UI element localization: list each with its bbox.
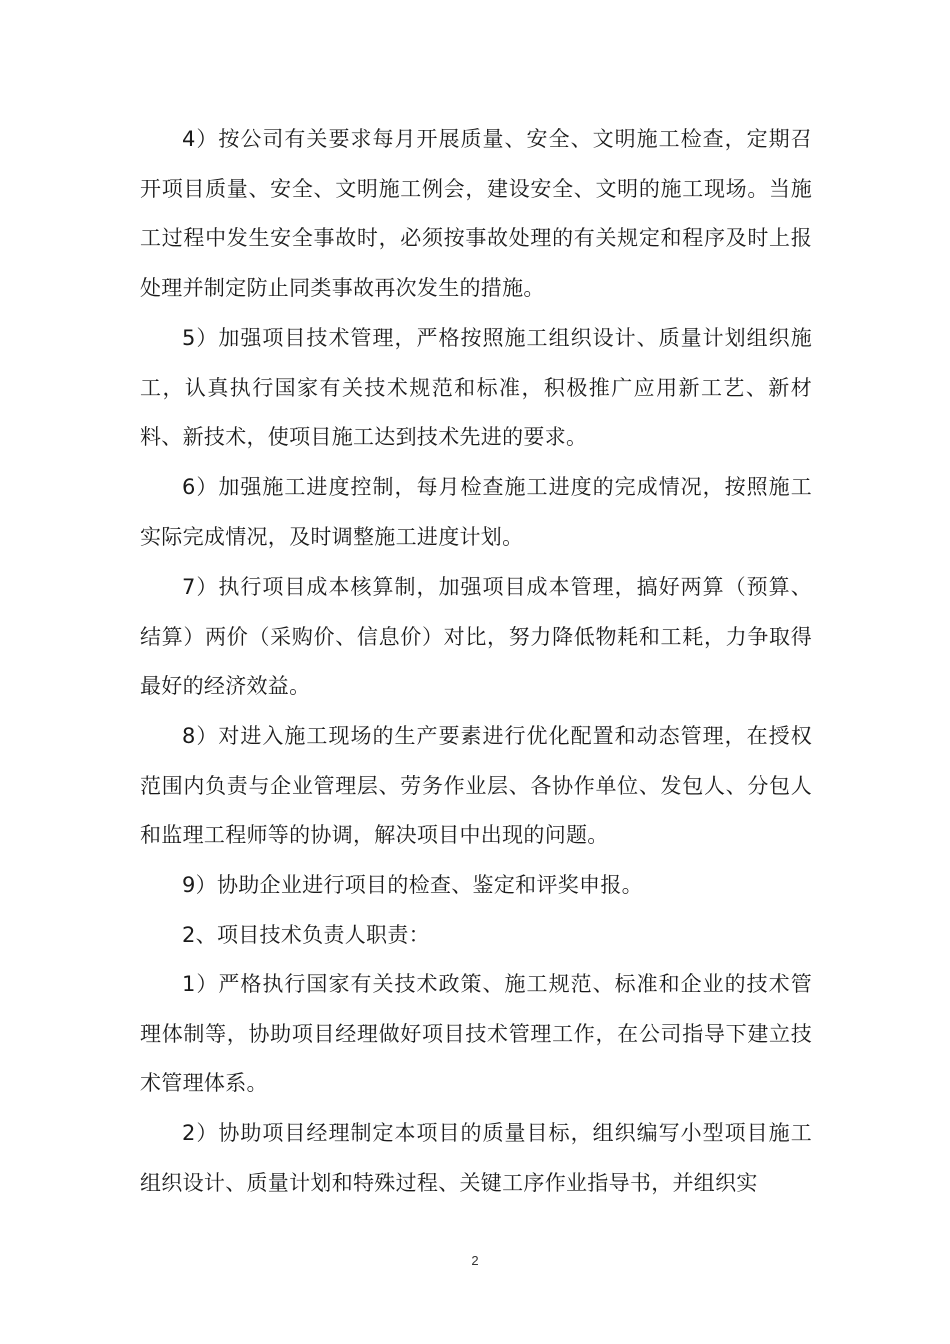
- paragraph-item-7: 7）执行项目成本核算制，加强项目成本管理，搞好两算（预算、结算）两价（采购价、信息价）对比，努力降低物耗和工耗，力争取得最好的经济效益。: [140, 575, 812, 698]
- paragraph-item-1: 1）严格执行国家有关技术政策、施工规范、标准和企业的技术管理体制等，协助项目经理做好项目技术管理工作，在公司指导下建立技术管理体系。: [140, 972, 812, 1095]
- paragraph-item-5: 5）加强项目技术管理，严格按照施工组织设计、质量计划组织施工，认真执行国家有关技术规范和标准，积极推广应用新工艺、新材料、新技术，使项目施工达到技术先进的要求。: [140, 326, 812, 449]
- paragraph-item-4: 4）按公司有关要求每月开展质量、安全、文明施工检查，定期召开项目质量、安全、文明施工例会，建设安全、文明的施工现场。当施工过程中发生安全事故时，必须按事故处理的有关规定和程序及时上报处理并制定防止同类事故再次发生的措施。: [140, 127, 812, 300]
- paragraph-item-6: 6）加强施工进度控制，每月检查施工进度的完成情况，按照施工实际完成情况，及时调整施工进度计划。: [140, 475, 812, 549]
- paragraph-item-8: 8）对进入施工现场的生产要素进行优化配置和动态管理，在授权范围内负责与企业管理层、劳务作业层、各协作单位、发包人、分包人和监理工程师等的协调，解决项目中出现的问题。: [140, 724, 812, 847]
- section-heading: 2、项目技术负责人职责：: [182, 923, 430, 947]
- page-number: 2: [471, 1253, 479, 1268]
- paragraph-item-2: 2）协助项目经理制定本项目的质量目标，组织编写小型项目施工组织设计、质量计划和特殊过程、关键工序作业指导书，并组织实: [140, 1121, 812, 1195]
- paragraph-item-9: 9）协助企业进行项目的检查、鉴定和评奖申报。: [182, 873, 643, 897]
